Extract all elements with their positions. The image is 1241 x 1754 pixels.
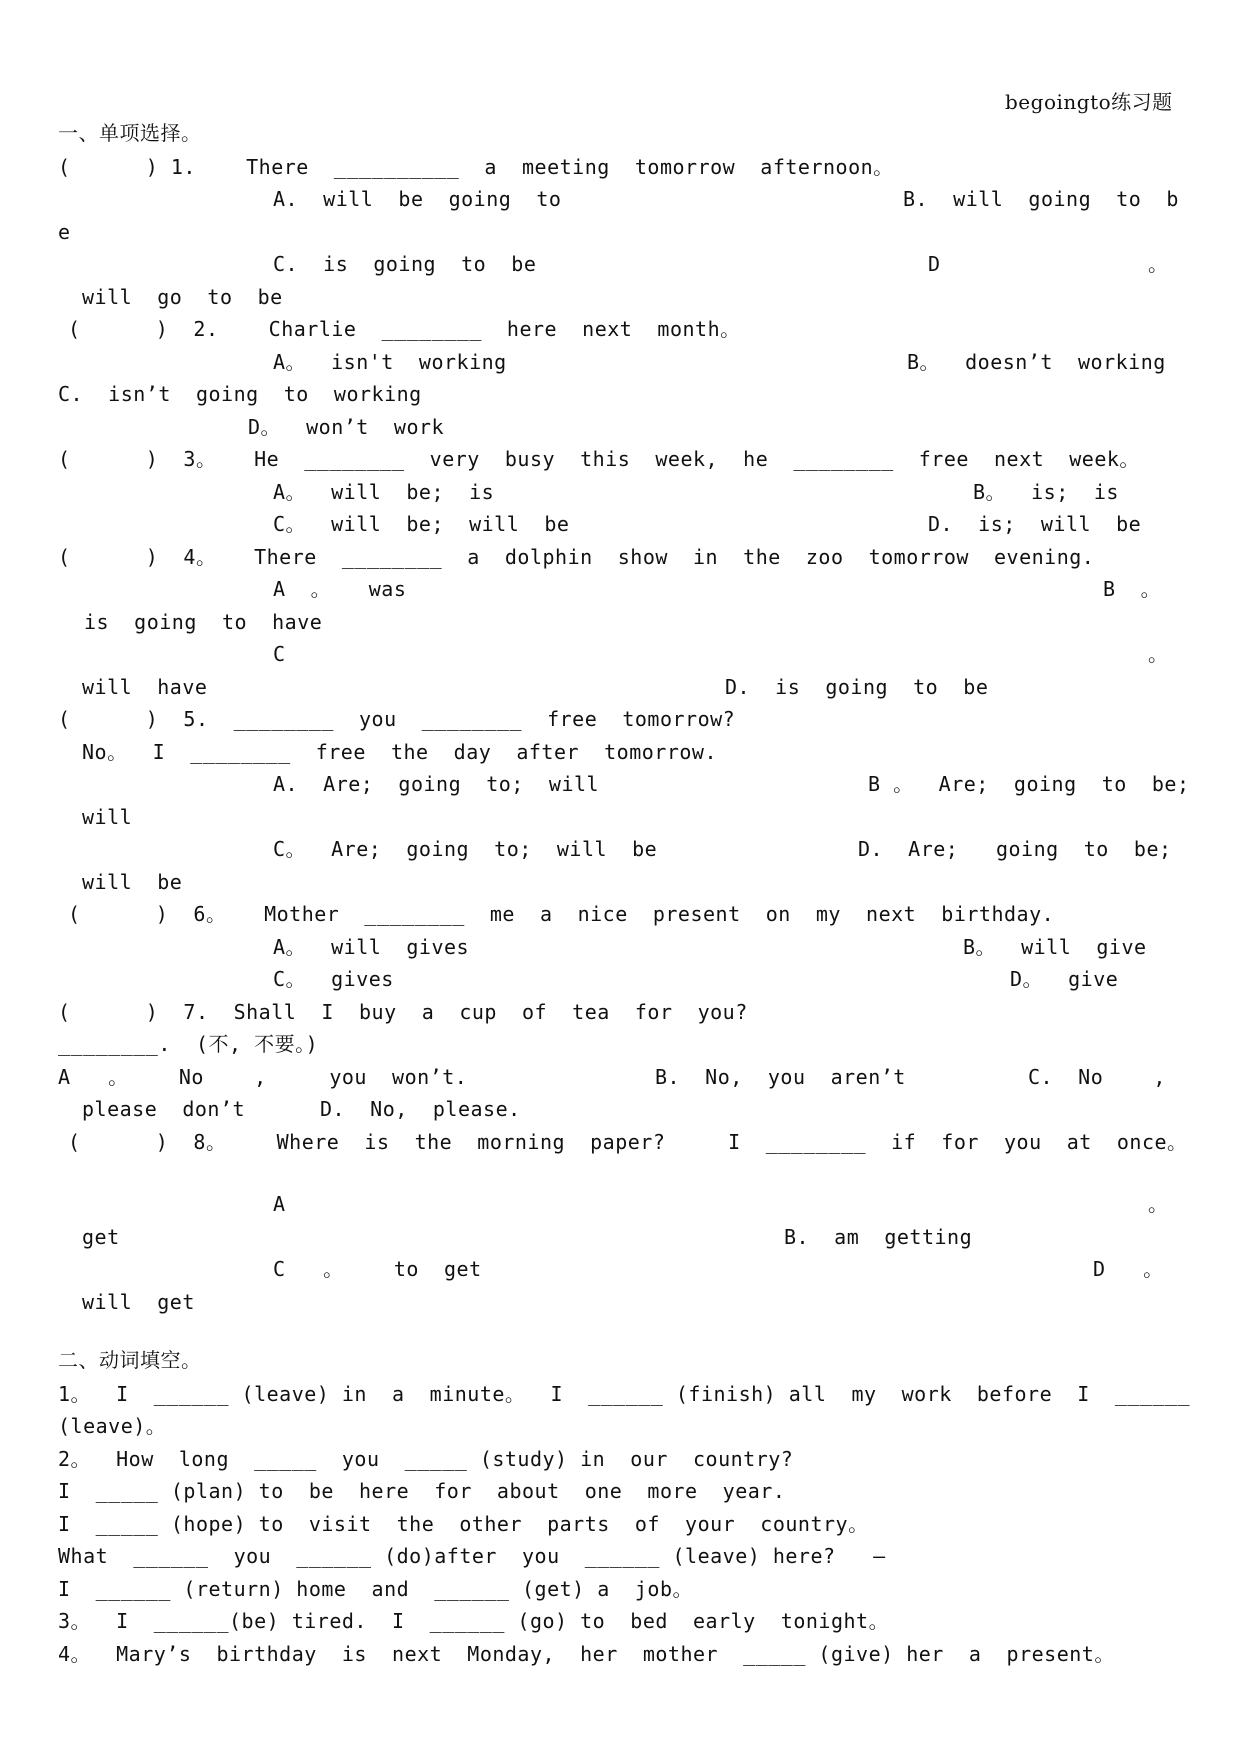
q4-option-a: A 。 was — [273, 577, 407, 601]
q6-option-b: B。 will give — [963, 935, 1147, 959]
q5-option-b-wrap: will — [82, 805, 133, 829]
section-2-title: 二、动词填空。 — [58, 1348, 202, 1372]
q1-option-d-wrap: will go to be — [82, 285, 283, 309]
q8-stem: ( ) 8。 Where is the morning paper? I ________ if for you at once。 — [68, 1130, 1188, 1154]
q5-option-c: C。 Are; going to; will be — [273, 837, 658, 861]
q1-option-d: D — [928, 252, 941, 276]
fill-line: What ______ you ______ (do)after you ______ (leave) here? — — [58, 1544, 886, 1568]
q4-option-d: D. is going to be — [725, 675, 989, 699]
q6-option-a: A。 will gives — [273, 935, 470, 959]
q7-option-a: A 。 No , you won’t. — [58, 1065, 468, 1089]
q6-stem: ( ) 6。 Mother ________ me a nice present on my next birthday. — [68, 902, 1055, 926]
q7-option-c-wrap: please don’t — [82, 1097, 246, 1121]
q5-option-b: B 。 Are; going to be; — [868, 772, 1190, 796]
fill-line: I _____ (hope) to visit the other parts of your country。 — [58, 1512, 869, 1536]
q1-option-b: B. will going to b — [903, 187, 1179, 211]
q4-option-c-mark: 。 — [1148, 642, 1169, 666]
q7-stem: ( ) 7. Shall I buy a cup of tea for you? — [58, 1000, 748, 1024]
q2-option-c: C. isn’t going to working — [58, 382, 422, 406]
fill-line: (leave)。 — [58, 1414, 167, 1438]
q4-option-c-wrap: will have — [82, 675, 208, 699]
q4-stem: ( ) 4。 There ________ a dolphin show in the zoo tomorrow evening. — [58, 545, 1095, 569]
q7-option-b: B. No, you aren’t — [655, 1065, 906, 1089]
q5-option-a: A. Are; going to; will — [273, 772, 600, 796]
q7-option-c: C. No , — [1028, 1065, 1166, 1089]
q1-option-a: A. will be going to — [273, 187, 562, 211]
q8-option-b: B. am getting — [784, 1225, 973, 1249]
q3-option-c: C。 will be; will be — [273, 512, 570, 536]
section-1-title: 一、单项选择。 — [58, 121, 202, 145]
q8-option-a-wrap: get — [82, 1225, 120, 1249]
q8-option-c: C 。 to get — [273, 1257, 482, 1281]
q6-option-c: C。 gives — [273, 967, 394, 991]
fill-line: 2。 How long _____ you _____ (study) in our country? — [58, 1447, 794, 1471]
q4-option-b: B 。 — [1103, 577, 1162, 601]
page-header: begoingto练习题 — [1005, 90, 1173, 114]
q4-option-b-wrap: is going to have — [84, 610, 323, 634]
q2-option-a: A。 isn't working — [273, 350, 507, 374]
fill-line: I ______ (return) home and ______ (get) a job。 — [58, 1577, 694, 1601]
q1-option-d-mark: 。 — [1148, 252, 1169, 276]
q1-stem: ( ) 1. There __________ a meeting tomorrow afternoon。 — [58, 155, 894, 179]
q2-option-b: B。 doesn’t working — [907, 350, 1166, 374]
fill-line: 4。 Mary’s birthday is next Monday, her mother _____ (give) her a present。 — [58, 1642, 1115, 1666]
q3-option-d: D. is; will be — [928, 512, 1142, 536]
q5-option-d: D. Are; going to be; — [858, 837, 1172, 861]
q1-option-c: C. is going to be — [273, 252, 537, 276]
fill-line: 1。 I ______ (leave) in a minute。 I ______ (finish) all my work before I ______ — [58, 1382, 1191, 1406]
q5-option-d-wrap: will be — [82, 870, 183, 894]
q2-option-d: D。 won’t work — [248, 415, 445, 439]
q3-option-b: B。 is; is — [973, 480, 1119, 504]
q2-stem: ( ) 2. Charlie ________ here next month。 — [68, 317, 741, 341]
q8-option-a: A — [273, 1192, 286, 1216]
q8-option-a-mark: 。 — [1148, 1192, 1169, 1216]
q6-option-d: D。 give — [1010, 967, 1119, 991]
q3-stem: ( ) 3。 He ________ very busy this week, he ________ free next week。 — [58, 447, 1140, 471]
q8-option-d: D 。 — [1093, 1257, 1164, 1281]
q5-stem: ( ) 5. ________ you ________ free tomorrow? — [58, 707, 736, 731]
q5-reply: No。 I ________ free the day after tomorrow. — [82, 740, 718, 764]
q7-answer-blank: ________. (不, 不要。) — [58, 1032, 319, 1056]
q3-option-a: A。 will be; is — [273, 480, 495, 504]
q4-option-c: C — [273, 642, 286, 666]
q8-option-d-wrap: will get — [82, 1290, 195, 1314]
fill-line: I _____ (plan) to be here for about one more year. — [58, 1479, 786, 1503]
fill-line: 3。 I ______(be) tired. I ______ (go) to bed early tonight。 — [58, 1609, 890, 1633]
q1-option-b-wrap: e — [58, 220, 71, 244]
q7-option-d: D. No, please. — [320, 1097, 521, 1121]
